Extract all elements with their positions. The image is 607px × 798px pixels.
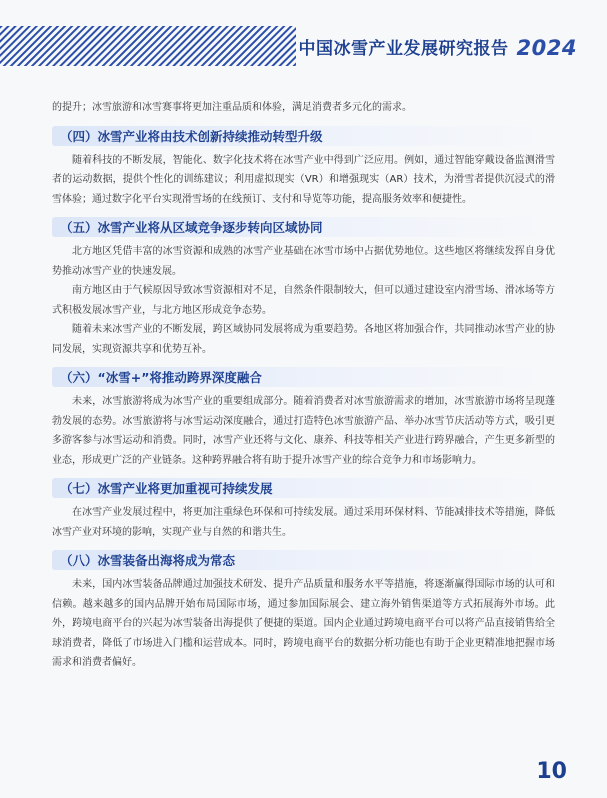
section-5-paragraph-1: 北方地区凭借丰富的冰雪资源和成熟的冰雪产业基础在冰雪市场中占据优势地位。这些地区将继续发挥自身优势推动冰雪产业的快速发展。: [52, 246, 555, 277]
section-heading-5: [52, 217, 555, 237]
section-heading-6: [52, 367, 555, 387]
section-heading-4: [52, 126, 555, 146]
header-stripe-decoration: [0, 26, 296, 66]
section-heading-7: [52, 478, 555, 498]
section-4-paragraph-1: 随着科技的不断发展，智能化、数字化技术将在冰雪产业中得到广泛应用。例如，通过智能穿戴设备监测滑雪者的运动数据，提供个性化的训练建议；利用虚拟现实（VR）和增强现实（AR）技术，为滑雪者提供沉浸式的滑雪体验；通过数字化平台实现滑雪场的在线预订、支付和导览等功能，提高服务效率和便捷性。: [52, 154, 555, 205]
section-heading-text: （六）“冰雪+”将推动跨界深度融合: [60, 370, 262, 385]
page-content: [52, 98, 555, 673]
section-heading-text: （五）冰雪产业将从区域竞争逐步转向区域协同: [60, 220, 323, 235]
section-5-paragraph-2: 南方地区由于气候原因导致冰雪资源相对不足，自然条件限制较大，但可以通过建设室内滑雪场、滑冰场等方式积极发展冰雪产业，与北方地区形成竞争态势。: [52, 285, 555, 316]
report-title-text: 中国冰雪产业发展研究报告: [298, 39, 509, 59]
section-7-paragraph-1: 在冰雪产业发展过程中，将更加注重绿色环保和可持续发展。通过采用环保材料、节能减排技术等措施，降低冰雪产业对环境的影响，实现产业与自然的和谐共生。: [52, 507, 555, 538]
section-5-paragraph-3: 随着未来冰雪产业的不断发展，跨区域协同发展将成为重要趋势。各地区将加强合作，共同推动冰雪产业的协同发展，实现资源共享和优势互补。: [52, 324, 555, 355]
page-number: 10: [536, 759, 567, 784]
section-heading-text: （八）冰雪装备出海将成为常态: [60, 553, 236, 568]
report-year: 2024: [516, 36, 577, 60]
section-8-paragraph-1: 未来，国内冰雪装备品牌通过加强技术研发、提升产品质量和服务水平等措施，将逐渐赢得国际市场的认可和信赖。越来越多的国内品牌开始布局国际市场，通过参加国际展会、建立海外销售渠道等方式拓展海外市场。此外，跨境电商平台的兴起为冰雪装备出海提供了便捷的渠道。国内企业通过跨境电商平台可以将产品直接销售给全球消费者，降低了市场进入门槛和运营成本。同时，跨境电商平台的数据分析功能也有助于企业更精准地把握市场需求和消费者偏好。: [52, 579, 555, 668]
intro-continuation-paragraph: 的提升；冰雪旅游和冰雪赛事将更加注重品质和体验，满足消费者多元化的需求。: [52, 102, 412, 113]
section-heading-text: （四）冰雪产业将由技术创新持续推动转型升级: [60, 128, 323, 144]
page-header: [0, 26, 607, 66]
section-heading-8: [52, 550, 555, 570]
section-6-paragraph-1: 未来，冰雪旅游将成为冰雪产业的重要组成部分。随着消费者对冰雪旅游需求的增加，冰雪旅游市场将呈现蓬勃发展的态势。冰雪旅游将与冰雪运动深度融合，通过打造特色冰雪旅游产品、举办冰雪节庆活动等方式，吸引更多游客参与冰雪运动和消费。同时，冰雪产业还将与文化、康养、科技等相关产业进行跨界融合，产生更多新型的业态，形成更广泛的产业链条。这种跨界融合将有助于提升冰雪产业的综合竞争力和市场影响力。: [52, 396, 555, 466]
report-title: [299, 34, 577, 59]
section-heading-text: （七）冰雪产业将更加重视可持续发展: [60, 481, 273, 496]
